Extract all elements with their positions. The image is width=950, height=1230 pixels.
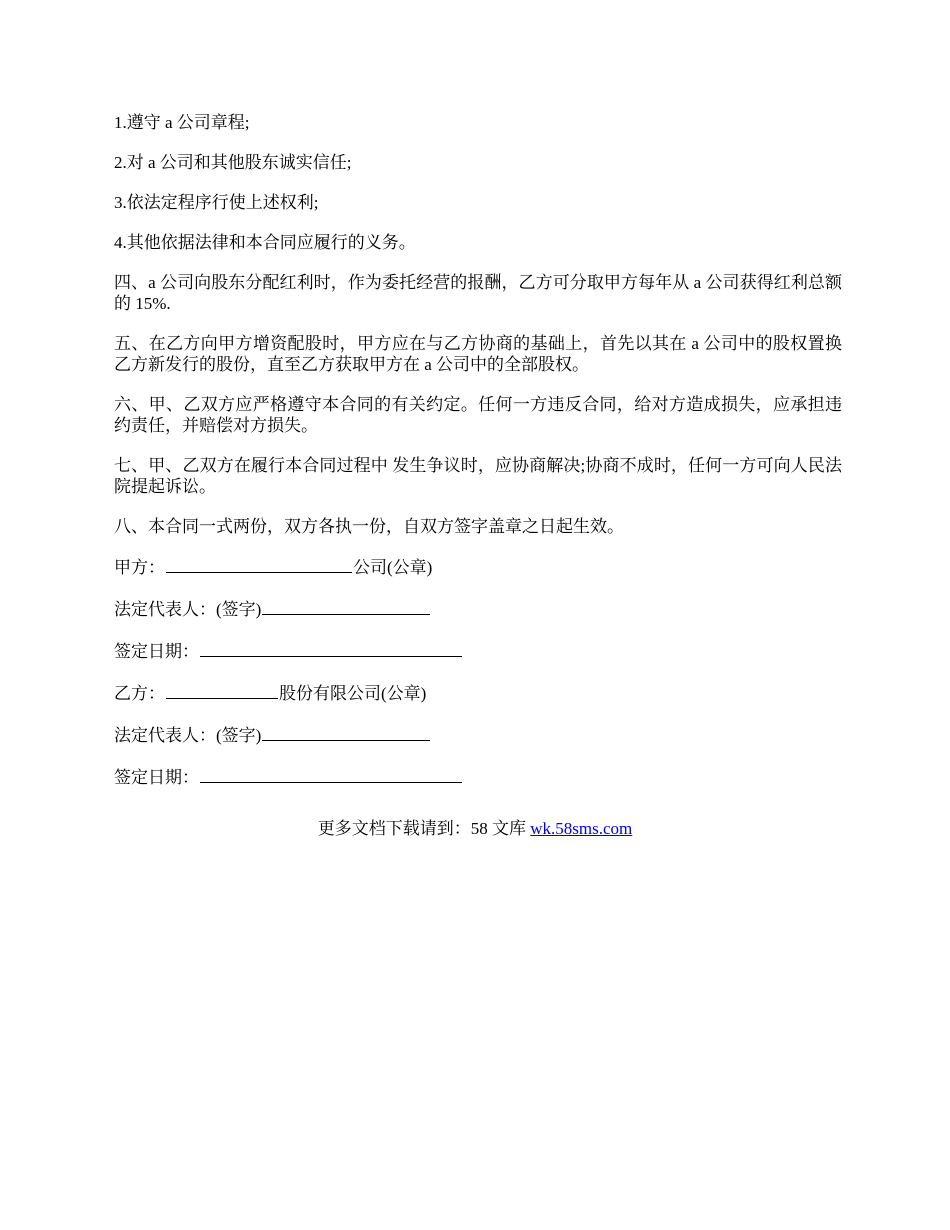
clause-article-7: 七、甲、乙双方在履行本合同过程中 发生争议时，应协商解决;协商不成时，任何一方可向人民法院提起诉讼。 xyxy=(114,456,842,496)
rep-b-label: 法定代表人：(签字) xyxy=(114,726,262,745)
party-b-line xyxy=(114,682,842,704)
date-a-line xyxy=(114,640,842,662)
party-b-blank xyxy=(166,682,278,699)
date-a-blank xyxy=(200,640,462,657)
party-a-blank xyxy=(166,556,352,573)
clause-article-5: 五、在乙方向甲方增资配股时，甲方应在与乙方协商的基础上，首先以其在 a 公司中的股权置换乙方新发行的股份，直至乙方获取甲方在 a 公司中的全部股权。 xyxy=(114,334,842,374)
clause-article-4: 四、a 公司向股东分配红利时，作为委托经营的报酬，乙方可分取甲方每年从 a 公司获得红利总额的 15%. xyxy=(114,273,842,313)
party-a-label: 甲方： xyxy=(114,558,165,577)
party-a-suffix: 公司(公章) xyxy=(353,558,433,577)
document-body xyxy=(114,112,842,808)
clause-4: 4.其他依据法律和本合同应履行的义务。 xyxy=(114,233,416,252)
clause-article-8: 八、本合同一式两份，双方各执一份，自双方签字盖章之日起生效。 xyxy=(114,517,624,536)
clause-1: 1.遵守 a 公司章程; xyxy=(114,113,250,132)
clause-2: 2.对 a 公司和其他股东诚实信任; xyxy=(114,153,352,172)
footer-text: 更多文档下载请到：58 文库 xyxy=(317,819,531,838)
date-b-blank xyxy=(200,766,462,783)
clause-article-6: 六、甲、乙双方应严格遵守本合同的有关约定。任何一方违反合同，给对方造成损失，应承担违约责任，并赔偿对方损失。 xyxy=(114,395,842,435)
date-b-label: 签定日期： xyxy=(114,768,199,787)
rep-b-blank xyxy=(262,724,430,741)
clause-3: 3.依法定程序行使上述权利; xyxy=(114,193,319,212)
footer xyxy=(0,818,950,839)
date-a-label: 签定日期： xyxy=(114,642,199,661)
party-a-line xyxy=(114,556,842,578)
date-b-line xyxy=(114,766,842,788)
rep-a-blank xyxy=(262,598,430,615)
footer-link[interactable]: wk.58sms.com xyxy=(530,819,633,838)
party-b-label: 乙方： xyxy=(114,684,165,703)
rep-b-line xyxy=(114,724,842,746)
party-b-suffix: 股份有限公司(公章) xyxy=(279,684,427,703)
rep-a-label: 法定代表人：(签字) xyxy=(114,600,262,619)
rep-a-line xyxy=(114,598,842,620)
